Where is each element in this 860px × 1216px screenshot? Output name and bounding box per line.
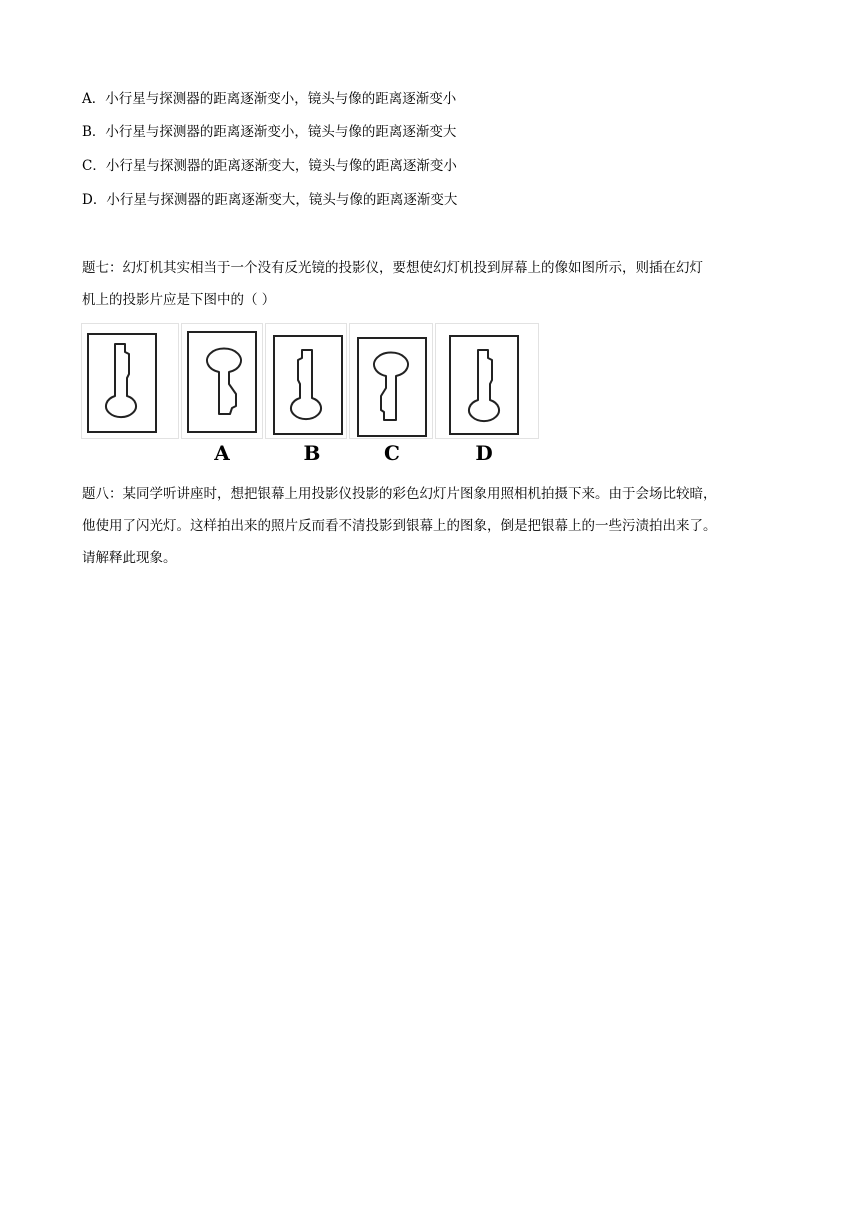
option-c: C．小行星与探测器的距离逐渐变大，镜头与像的距离逐渐变小	[82, 158, 457, 174]
option-a-panel[interactable]	[181, 323, 263, 439]
key-shape-c	[350, 324, 434, 440]
question-8-line-3: 请解释此现象。	[82, 550, 177, 566]
question-7-line-1: 题七：幻灯机其实相当于一个没有反光镜的投影仪，要想使幻灯机投到屏幕上的像如图所示，则插在幻灯	[82, 260, 703, 276]
option-a: A．小行星与探测器的距离逐渐变小，镜头与像的距离逐渐变小	[82, 91, 457, 107]
option-label-c: C	[384, 441, 400, 465]
screen-image-panel	[81, 323, 179, 439]
option-label-b: B	[303, 441, 321, 465]
option-d-panel[interactable]	[435, 323, 539, 439]
question-7-line-2: 机上的投影片应是下图中的（ ）	[82, 292, 276, 308]
key-shape-a	[182, 324, 264, 440]
option-c-panel[interactable]	[349, 323, 433, 439]
question-8-line-2: 他使用了闪光灯。这样拍出来的照片反而看不清投影到银幕上的图象，倒是把银幕上的一些污渍拍出来了。	[82, 518, 717, 534]
option-d: D．小行星与探测器的距离逐渐变大，镜头与像的距离逐渐变大	[82, 192, 458, 208]
option-b-panel[interactable]	[265, 323, 347, 439]
option-b: B．小行星与探测器的距离逐渐变小，镜头与像的距离逐渐变大	[82, 124, 457, 140]
slide-options-figure	[81, 323, 541, 465]
option-label-d: D	[475, 441, 493, 465]
key-shape-b	[266, 324, 348, 440]
option-label-a: A	[214, 441, 230, 465]
question-8-line-1: 题八：某同学听讲座时，想把银幕上用投影仪投影的彩色幻灯片图象用照相机拍摄下来。由于会场比较暗，	[82, 486, 717, 502]
key-shape-screen	[82, 324, 180, 440]
key-shape-d	[436, 324, 540, 440]
